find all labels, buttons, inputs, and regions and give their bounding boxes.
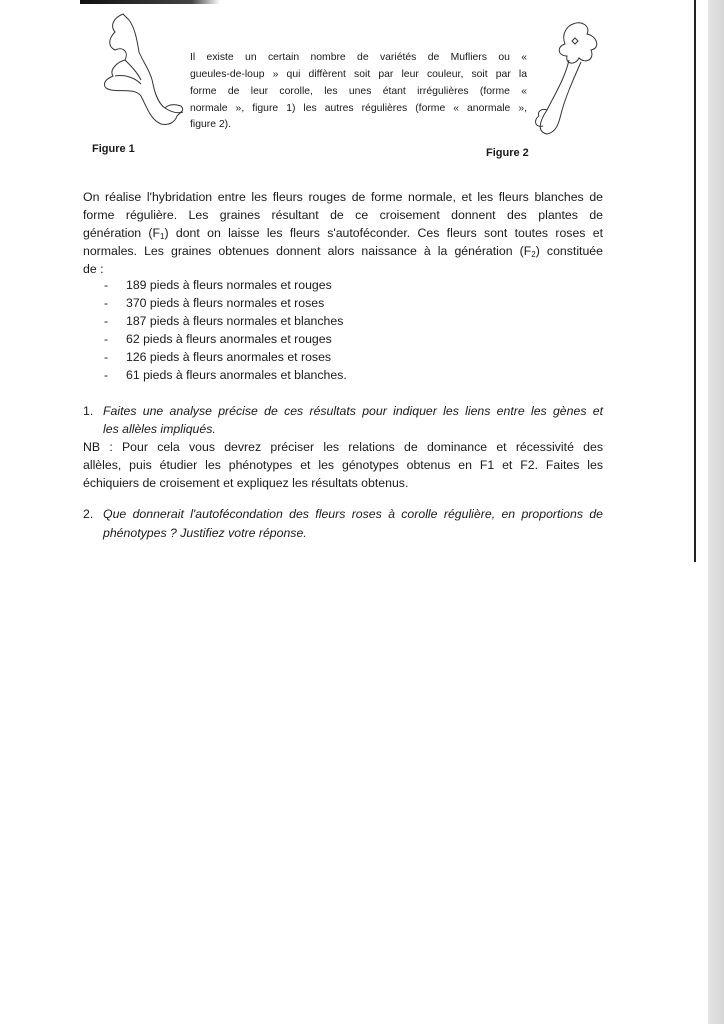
nb-line: NB : Pour cela vous devrez préciser les relations de dominance et récessivité des: [83, 440, 603, 454]
scan-margin: [708, 0, 724, 1024]
question-number: 1.: [83, 404, 94, 418]
list-bullet: -: [104, 296, 109, 310]
figure2-caption: Figure 2: [486, 147, 529, 159]
intro-line: Il existe un certain nombre de variétés de Mufliers ou «: [190, 52, 527, 63]
question-text: phénotypes ? Justifiez votre réponse.: [103, 526, 307, 540]
list-bullet: -: [104, 332, 109, 346]
list-item: 189 pieds à fleurs normales et rouges: [126, 278, 332, 292]
list-bullet: -: [104, 368, 109, 382]
intro-line: normale », figure 1) les autres régulières (forme « anormale »,: [190, 103, 527, 114]
figure2-flower-drawing: [525, 18, 605, 138]
page-edge-line: [694, 0, 696, 562]
list-item: 370 pieds à fleurs normales et roses: [126, 296, 325, 310]
text: ) dont on laisse les fleurs s'autoféconder. Ces fleurs sont toutes roses et: [164, 226, 603, 240]
question-text: Que donnerait l'autofécondation des fleurs roses à corolle régulière, en proportions de: [103, 507, 603, 521]
list-item: 62 pieds à fleurs anormales et rouges: [126, 332, 332, 346]
nb-line: allèles, puis étudier les phénotypes et les génotypes obtenus en F1 et F2. Faites les: [83, 458, 603, 472]
paragraph-line: [83, 225, 603, 241]
intro-line: forme de leur corolle, les unes étant irrégulières (forme «: [190, 86, 527, 97]
list-item: 126 pieds à fleurs anormales et roses: [126, 350, 332, 364]
list-bullet: -: [104, 314, 109, 328]
subscript: 2: [531, 250, 536, 259]
question-number: 2.: [83, 507, 94, 521]
list-item: 187 pieds à fleurs normales et blanches: [126, 314, 344, 328]
paragraph-line: On réalise l'hybridation entre les fleurs rouges de forme normale, et les fleurs blanches de: [83, 190, 603, 204]
text: normales. Les graines obtenues donnent alors naissance à la génération (F: [83, 244, 532, 258]
scan-smear: [80, 0, 220, 4]
nb-line: échiquiers de croisement et expliquez les résultats obtenus.: [83, 476, 409, 490]
question-text: Faites une analyse précise de ces résultats pour indiquer les liens entre les gènes et: [103, 404, 603, 418]
list-item: 61 pieds à fleurs anormales et blanches.: [126, 368, 347, 382]
paragraph-line: [83, 243, 603, 259]
text: génération (F: [83, 226, 161, 240]
intro-line: gueules-de-loup » qui diffèrent soit par leur couleur, soit par la: [190, 69, 527, 80]
figure1-caption: Figure 1: [92, 143, 135, 155]
paragraph-line: forme régulière. Les graines résultant de ce croisement donnent des plantes de: [83, 208, 603, 222]
list-bullet: -: [104, 278, 109, 292]
subscript: 1: [160, 232, 165, 241]
list-bullet: -: [104, 350, 109, 364]
intro-line: figure 2).: [190, 119, 232, 130]
figure1-flower-drawing: [95, 12, 190, 132]
paragraph-line: de :: [83, 262, 104, 276]
text: ) constituée: [535, 244, 603, 258]
question-text: les allèles impliqués.: [103, 422, 216, 436]
